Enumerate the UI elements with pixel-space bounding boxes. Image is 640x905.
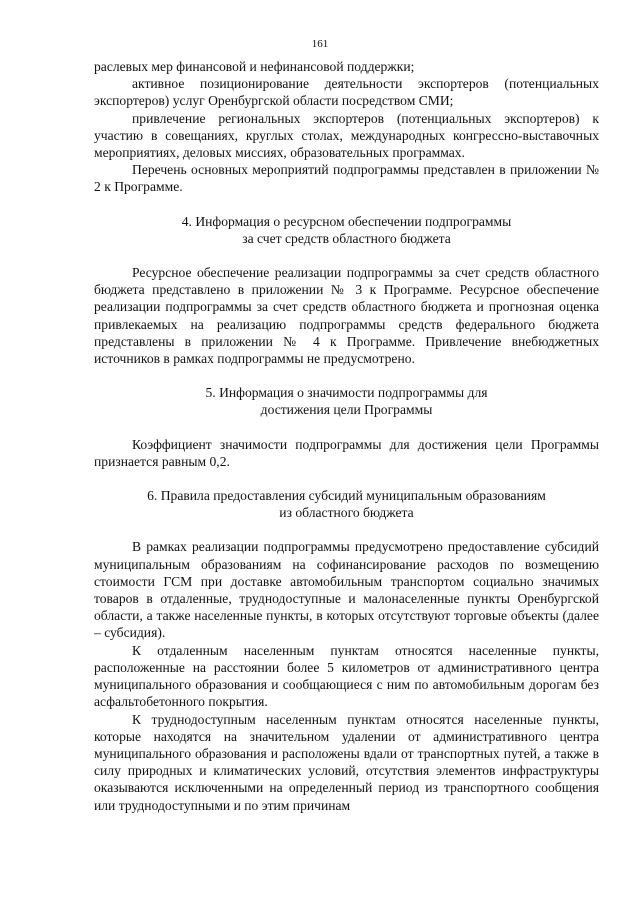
spacer — [94, 419, 599, 436]
spacer — [94, 247, 599, 264]
spacer — [94, 521, 599, 538]
section-6-heading-line-2: из областного бюджета — [279, 505, 414, 521]
spacer — [94, 470, 599, 487]
intro-paragraph-2: активное позиционирование деятельности экспортеров (потенциальных экспортеров) услуг Оренбургской области посредством СМИ; — [94, 76, 599, 109]
page-number: 161 — [311, 38, 329, 50]
section-4-paragraph-1: Ресурсное обеспечение реализации подпрограммы за счет средств областного бюджета представлено в приложении № 3 к Программе. Ресурсное обеспечение реализации подпрограммы за счет средств областного бюджета и прогнозная оценка привлекаемых на реализацию подпрограммы средств федерального бюджета представлены в приложении № 4 к Программе. Привлечение внебюджетных источников в рамках подпрограммы не предусмотрено. — [94, 265, 599, 367]
section-6-paragraph-3: К труднодоступным населенным пунктам относятся населенные пункты, которые находятся на значительном удалении от административного центра муниципального образования и расположены вдали от транспортных путей, а также в силу природных и климатических условий, отсутствия элементов инфраструктуры оказываются исключенными на определенный период из транспортного сообщения или труднодоступными и по этим причинам — [94, 711, 599, 813]
section-5-paragraph-1: Коэффициент значимости подпрограммы для достижения цели Программы признается равным 0,2. — [94, 436, 599, 469]
intro-paragraph-3: привлечение региональных экспортеров (потенциальных экспортеров) к участию в совещаниях, круглых столах, международных конгрессно-выставочных мероприятиях, деловых миссиях, образовательных программах. — [94, 110, 599, 161]
document-body — [94, 58, 599, 814]
section-6-paragraph-2: К отдаленным населенным пунктам относятся населенные пункты, расположенные на расстоянии более 5 километров от административного центра муниципального образования и сообщающиеся с ним по автомобильным дорогам без асфальтобетонного покрытия. — [94, 642, 599, 710]
section-4-heading-line-2: за счет средств областного бюджета — [242, 230, 451, 246]
section-5-heading — [94, 384, 599, 418]
section-6-heading — [94, 487, 599, 521]
intro-paragraph-4: Перечень основных мероприятий подпрограммы представлен в приложении № 2 к Программе. — [94, 162, 599, 195]
section-5-heading-line-2: достижения цели Программы — [260, 402, 433, 418]
intro-paragraph-1: раслевых мер финансовой и нефинансовой поддержки; — [94, 59, 415, 74]
section-4-heading — [94, 213, 599, 247]
spacer — [94, 196, 599, 213]
section-5-heading-line-1: 5. Информация о значимости подпрограммы для — [205, 385, 488, 401]
spacer — [94, 367, 599, 384]
section-6-heading-line-1: 6. Правила предоставления субсидий муниципальным образованиям — [147, 488, 546, 504]
section-6-paragraph-1: В рамках реализации подпрограммы предусмотрено предоставление субсидий муниципальным образованиям на софинансирование расходов по возмещению стоимости ГСМ при доставке автомобильным транспортом социально значимых товаров в отдаленные, труднодоступные и малонаселенные пункты Оренбургской области, а также населенные пункты, в которых отсутствуют торговые объекты (далее – субсидия). — [94, 539, 599, 641]
section-4-heading-line-1: 4. Информация о ресурсном обеспечении подпрограммы — [181, 213, 512, 229]
